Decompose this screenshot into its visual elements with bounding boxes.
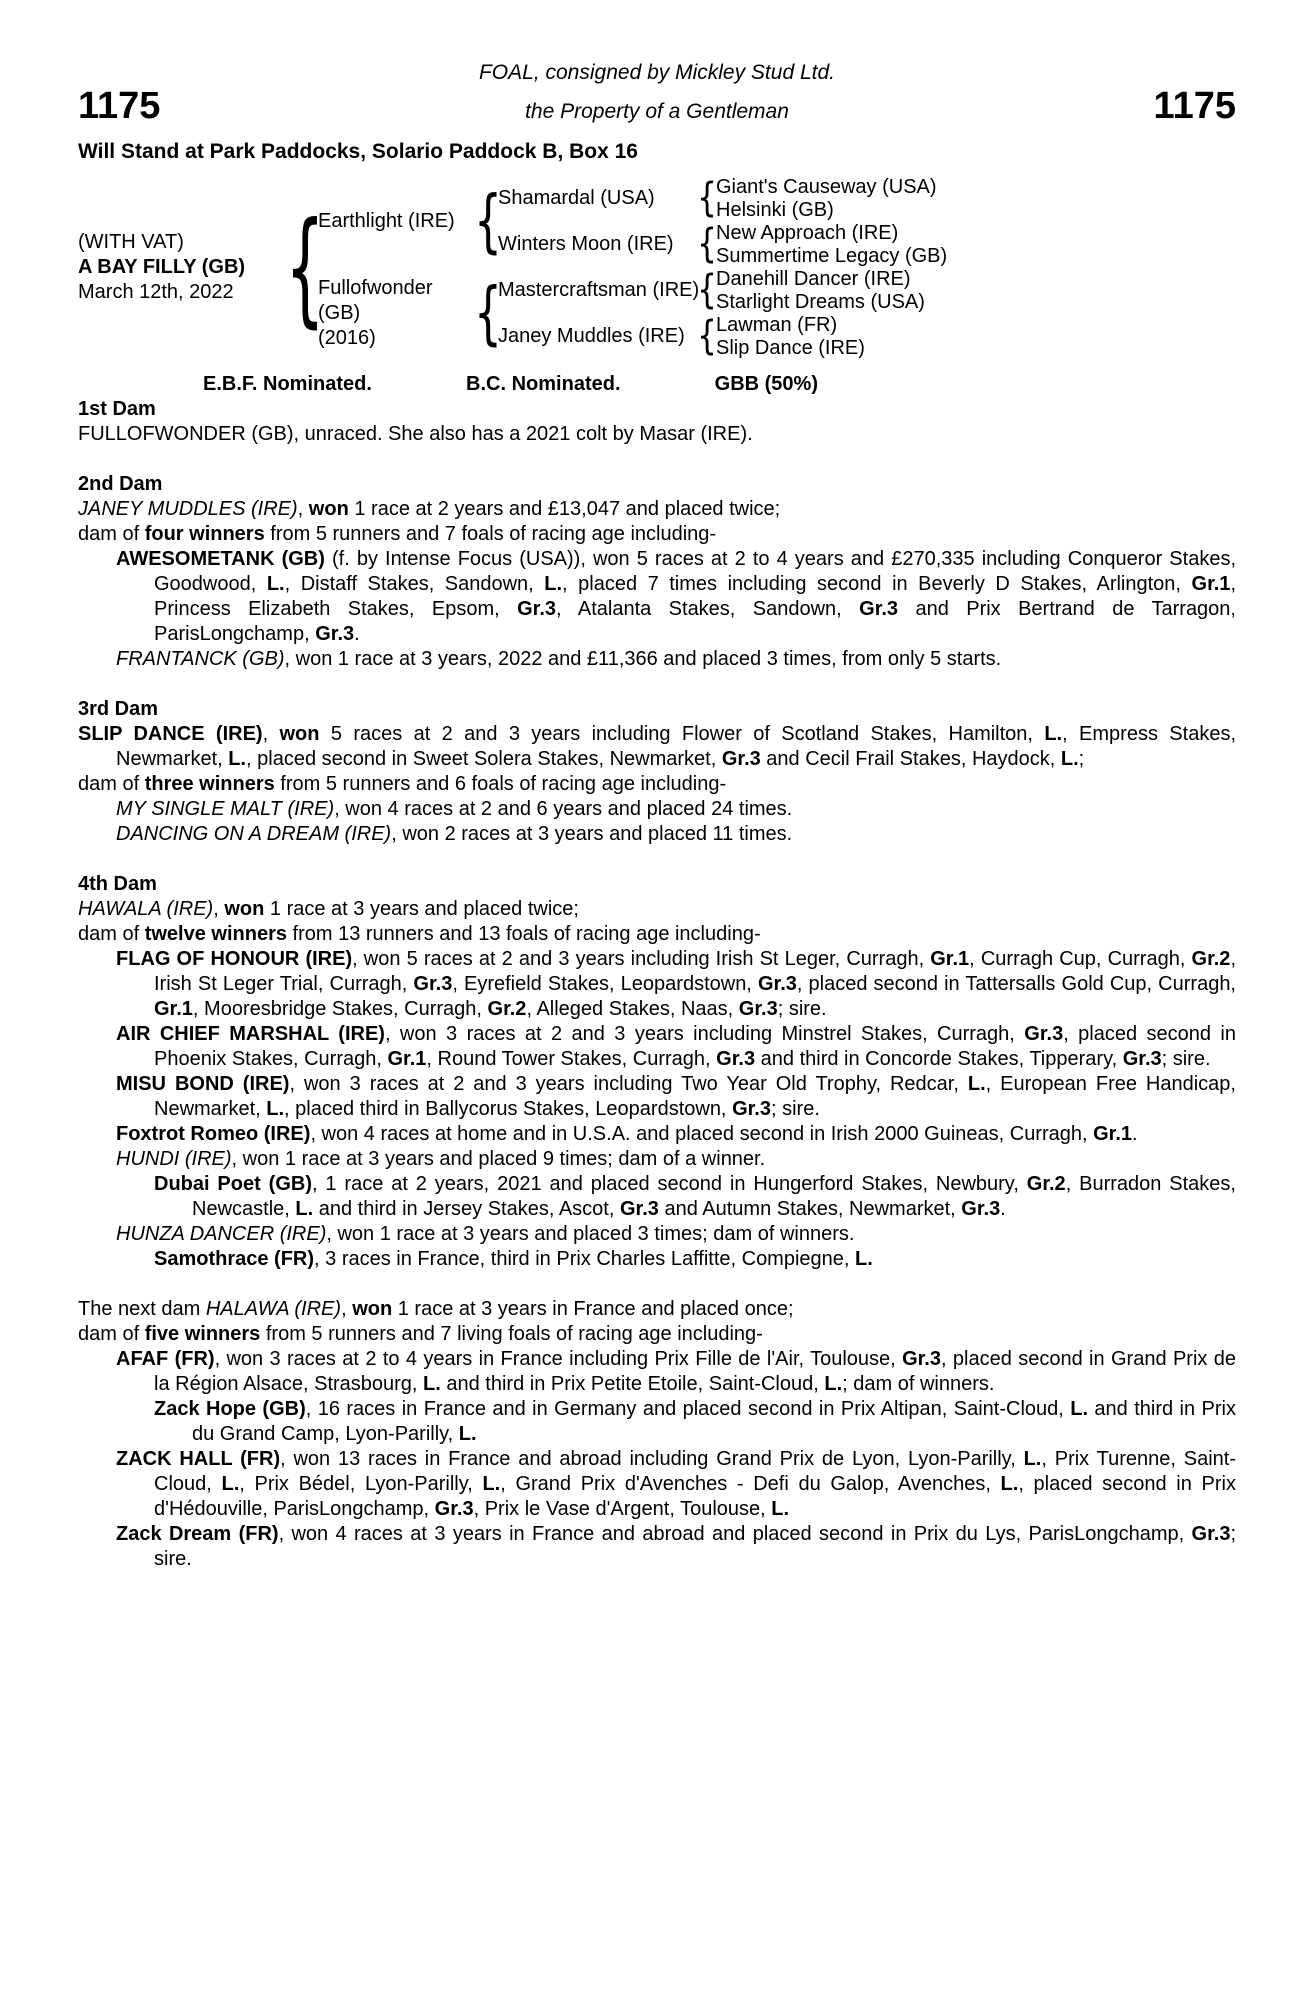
gen2-unit [498, 314, 925, 360]
pedigree-paragraph: AIR CHIEF MARSHAL (IRE), won 3 races at 2 and 3 years including Minstrel Stakes, Curragh, Gr.3, placed second in Phoenix Stakes, Curragh, Gr.1, Round Tower Stakes, Curragh, Gr.3 and third in Concorde Stakes, Tipperary, Gr.3; sire. [116, 1022, 1236, 1070]
dam-heading: 1st Dam [78, 397, 156, 420]
pedigree-paragraph: HUNZA DANCER (IRE), won 1 race at 3 years and placed 3 times; dam of winners. [116, 1222, 855, 1245]
gen3-name: Slip Dance (IRE) [716, 336, 865, 359]
bc-nominated-label: B.C. Nominated. [466, 372, 621, 395]
pedigree-paragraph: FULLOFWONDER (GB), unraced. She also has a 2021 colt by Masar (IRE). [78, 422, 753, 445]
pedigree-paragraph: DANCING ON A DREAM (IRE), won 2 races at 3 years and placed 11 times. [116, 822, 793, 845]
pedigree-paragraph: SLIP DANCE (IRE), won 5 races at 2 and 3 years including Flower of Scotland Stakes, Hamilton, L., Empress Stakes, Newmarket, L., placed second in Sweet Solera Stakes, Newmarket, Gr.3 and Cecil Frail Stakes, Haydock, L.; [78, 722, 1236, 770]
nominations-row [203, 372, 818, 397]
gen2-unit [498, 176, 947, 222]
pedigree-paragraph: dam of three winners from 5 runners and 6 foals of racing age including- [78, 772, 727, 795]
gen3-brace-icon: { [697, 220, 717, 268]
pedigree-paragraph: dam of four winners from 5 runners and 7 foals of racing age including- [78, 522, 717, 545]
pedigree-paragraph: FLAG OF HONOUR (IRE), won 5 races at 2 and 3 years including Irish St Leger, Curragh, Gr.1, Curragh Cup, Curragh, Gr.2, Irish St Leger Trial, Curragh, Gr.3, Eyrefield Stakes, Leopardstown, Gr.3, placed second in Tattersalls Gold Cup, Curragh, Gr.1, Mooresbridge Stakes, Curragh, Gr.2, Alleged Stakes, Naas, Gr.3; sire. [116, 947, 1236, 1020]
gbb-label: GBB (50%) [714, 372, 818, 395]
pedigree-paragraph: Foxtrot Romeo (IRE), won 4 races at home and in U.S.A. and placed second in Irish 2000 Guineas, Curragh, Gr.1. [116, 1122, 1138, 1145]
gen3-brace-icon: { [697, 266, 717, 314]
sire-name: Earthlight (IRE) [318, 210, 455, 233]
pedigree-paragraph: MY SINGLE MALT (IRE), won 4 races at 2 and 6 years and placed 24 times. [116, 797, 793, 820]
gen3-pair [716, 314, 865, 360]
gen3-name: Danehill Dancer (IRE) [716, 267, 911, 290]
dam-brace-icon: { [474, 274, 502, 354]
dam-parents-column [498, 268, 925, 360]
pedigree-paragraph: HAWALA (IRE), won 1 race at 3 years and placed twice; [78, 897, 579, 920]
gen3-brace-icon: { [697, 312, 717, 360]
gen3-name: Helsinki (GB) [716, 198, 834, 221]
dam-half [318, 268, 947, 360]
pedigree-paragraph: dam of five winners from 5 runners and 7 living foals of racing age including- [78, 1322, 763, 1345]
sire-brace-icon: { [474, 182, 502, 262]
catalogue-body [78, 397, 1236, 1572]
gen3-name: Giant's Causeway (USA) [716, 175, 937, 198]
pedigree-paragraph: JANEY MUDDLES (IRE), won 1 race at 2 years and £13,047 and placed twice; [78, 497, 781, 520]
pedigree-paragraph: Dubai Poet (GB), 1 race at 2 years, 2021 and placed second in Hungerford Stakes, Newbury, Gr.2, Burradon Stakes, Newcastle, L. and third in Jersey Stakes, Ascot, Gr.3 and Autumn Stakes, Newmarket, Gr.3. [154, 1172, 1236, 1220]
dam-heading: 4th Dam [78, 872, 157, 895]
gen3-name: Starlight Dreams (USA) [716, 290, 925, 313]
pedigree-tree [78, 176, 1236, 360]
gen2-unit [498, 222, 947, 268]
consignor-line: FOAL, consigned by Mickley Stud Ltd. [478, 61, 835, 84]
gen2-name: Mastercraftsman (IRE) [498, 279, 700, 302]
subject-info [78, 230, 292, 305]
pedigree-paragraph: HUNDI (IRE), won 1 race at 3 years and placed 9 times; dam of a winner. [116, 1147, 766, 1170]
gen3-name: New Approach (IRE) [716, 221, 899, 244]
gen2-unit [498, 268, 925, 314]
gen2-name: Winters Moon (IRE) [498, 233, 674, 256]
generation-1-column [318, 176, 947, 360]
gen3-pair [716, 268, 925, 314]
stand-location-line: Will Stand at Park Paddocks, Solario Paddock B, Box 16 [78, 139, 638, 163]
property-line: the Property of a Gentleman [525, 100, 789, 123]
gen3-name: Summertime Legacy (GB) [716, 244, 948, 267]
pedigree-paragraph: MISU BOND (IRE), won 3 races at 2 and 3 years including Two Year Old Trophy, Redcar, L., European Free Handicap, Newmarket, L., placed third in Ballycorus Stakes, Leopardstown, Gr.3; sire. [116, 1072, 1236, 1120]
pedigree-paragraph: ZACK HALL (FR), won 13 races in France and abroad including Grand Prix de Lyon, Lyon-Parilly, L., Prix Turenne, Saint-Cloud, L., Prix Bédel, Lyon-Parilly, L., Grand Prix d'Avenches - Defi du Galop, Avenches, L., placed second in Prix d'Hédouville, ParisLongchamp, Gr.3, Prix le Vase d'Argent, Toulouse, L. [116, 1447, 1236, 1520]
gen1-brace-icon: { [285, 194, 325, 341]
gen2-name: Janey Muddles (IRE) [498, 325, 685, 348]
dam-name: Fullofwonder (GB) (2016) [318, 276, 478, 351]
dam-heading: 2nd Dam [78, 472, 163, 495]
gen3-brace-icon: { [697, 174, 717, 222]
foal-date: March 12th, 2022 [78, 281, 234, 304]
ebf-nominated-label: E.B.F. Nominated. [203, 372, 372, 395]
pedigree-paragraph: AFAF (FR), won 3 races at 2 to 4 years in France including Prix Fille de l'Air, Toulouse, Gr.3, placed second in Grand Prix de la Région Alsace, Strasbourg, L. and third in Prix Petite Etoile, Saint-Cloud, L.; dam of winners. [116, 1347, 1236, 1395]
pedigree-paragraph: FRANTANCK (GB), won 1 race at 3 years, 2022 and £11,366 and placed 3 times, from only 5 starts. [116, 647, 1002, 670]
pedigree-paragraph: Zack Hope (GB), 16 races in France and in Germany and placed second in Prix Altipan, Saint-Cloud, L. and third in Prix du Grand Camp, Lyon-Parilly, L. [154, 1397, 1236, 1445]
dam-year: (2016) [318, 327, 376, 350]
pedigree-paragraph: dam of twelve winners from 13 runners and 13 foals of racing age including- [78, 922, 761, 945]
sire-half [318, 176, 947, 268]
lot-row [78, 87, 1236, 127]
lot-number-right: 1175 [1153, 85, 1236, 127]
sire-parents-column [498, 176, 947, 268]
pedigree-paragraph: Samothrace (FR), 3 races in France, third in Prix Charles Laffitte, Compiegne, L. [154, 1247, 873, 1270]
gen3-name: Lawman (FR) [716, 313, 838, 336]
dam-heading: 3rd Dam [78, 697, 159, 720]
gen3-pair [716, 176, 937, 222]
vat-note: (WITH VAT) [78, 231, 184, 254]
pedigree-paragraph: AWESOMETANK (GB) (f. by Intense Focus (USA)), won 5 races at 2 to 4 years and £270,335 including Conqueror Stakes, Goodwood, L., Distaff Stakes, Sandown, L., placed 7 times including second in Beverly D Stakes, Arlington, Gr.1, Princess Elizabeth Stakes, Epsom, Gr.3, Atalanta Stakes, Sandown, Gr.3 and Prix Bertrand de Tarragon, ParisLongchamp, Gr.3. [116, 547, 1236, 645]
subject-name: A BAY FILLY (GB) [78, 256, 246, 279]
lot-number-left: 1175 [78, 85, 161, 127]
gen3-pair [716, 222, 947, 268]
pedigree-paragraph: Zack Dream (FR), won 4 races at 3 years in France and abroad and placed second in Prix du Lys, ParisLongchamp, Gr.3; sire. [116, 1522, 1237, 1570]
gen2-name: Shamardal (USA) [498, 187, 655, 210]
pedigree-paragraph: The next dam HALAWA (IRE), won 1 race at 3 years in France and placed once; [78, 1297, 794, 1320]
